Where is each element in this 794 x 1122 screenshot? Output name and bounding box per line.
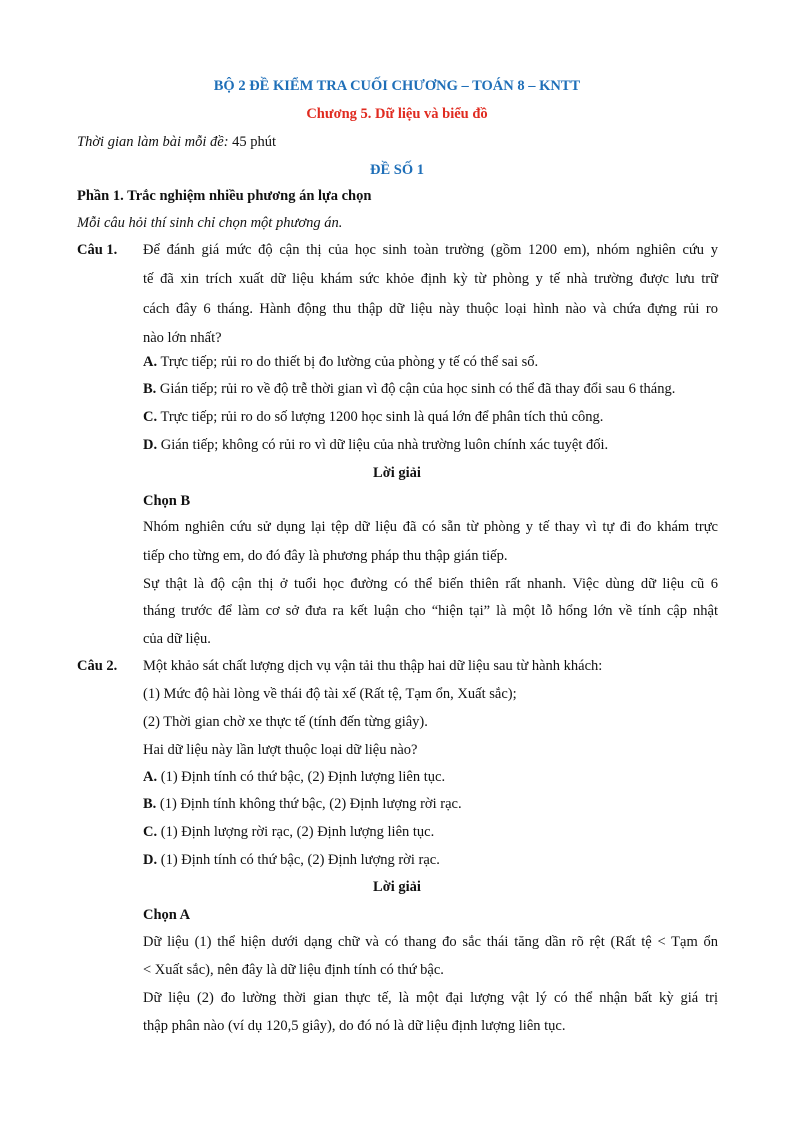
explanation-line: của dữ liệu. (143, 631, 211, 647)
document-title: BỘ 2 ĐỀ KIỂM TRA CUỐI CHƯƠNG – TOÁN 8 – KNTT (213, 78, 581, 94)
time-value: 45 phút (232, 134, 277, 150)
exam-label: ĐỀ SỐ 1 (370, 162, 424, 178)
option-text: (1) Định lượng rời rạc, (2) Định lượng liên tục. (157, 824, 435, 840)
answer-choice: Chọn A (143, 907, 191, 923)
explanation-line: tháng trước để làm cơ sở đưa ra kết luận cho “hiện tại” là một lỗ hổng lớn về tính cập nhật (143, 603, 718, 619)
time-info (77, 135, 276, 150)
question-2-option-d (143, 853, 440, 868)
explanation-line: Nhóm nghiên cứu sử dụng lại tệp dữ liệu đã có sẵn từ phòng y tế thay vì tự đi đo khám trực (143, 519, 718, 535)
option-text: Trực tiếp; rủi ro do thiết bị đo lường của phòng y tế có thể sai số. (157, 354, 539, 370)
question-1-line: nào lớn nhất? (143, 330, 222, 346)
option-letter: A. (143, 769, 158, 785)
question-2-label: Câu 2. (77, 658, 118, 674)
explanation-line: Dữ liệu (2) đo lường thời gian thực tế, là một đại lượng vật lý có thể nhận bất kỳ giá trị (143, 990, 718, 1006)
explanation-line: tiếp cho từng em, do đó đây là phương pháp thu thập gián tiếp. (143, 548, 508, 564)
option-text: (1) Định tính có thứ bậc, (2) Định lượng rời rạc. (157, 852, 440, 868)
explanation-line: Sự thật là độ cận thị ở tuổi học đường có thể biến thiên rất nhanh. Việc dùng dữ liệu cũ 6 (143, 576, 718, 592)
question-2-line: Một khảo sát chất lượng dịch vụ vận tải thu thập hai dữ liệu sau từ hành khách: (143, 658, 603, 674)
option-letter: D. (143, 852, 158, 868)
option-letter: C. (143, 824, 158, 840)
explanation-line: < Xuất sắc), nên đây là dữ liệu định tính có thứ bậc. (143, 962, 444, 978)
section-title: Phần 1. Trắc nghiệm nhiều phương án lựa chọn (77, 188, 372, 204)
explanation-line: Dữ liệu (1) thể hiện dưới dạng chữ và có thang đo sắc thái tăng dần rõ rệt (Rất tệ < Tạm ổn (143, 934, 718, 950)
question-1-option-b (143, 382, 675, 397)
option-letter: A. (143, 354, 158, 370)
question-1-line: Để đánh giá mức độ cận thị của học sinh toàn trường (gồm 1200 em), nhóm nghiên cứu y (143, 242, 718, 258)
question-1-line: tế đã xin trích xuất dữ liệu khám sức khỏe định kỳ từ phòng y tế nhà trường được lưu trữ (143, 271, 718, 287)
question-2-line: Hai dữ liệu này lần lượt thuộc loại dữ liệu nào? (143, 742, 418, 758)
question-1-line: cách đây 6 tháng. Hành động thu thập dữ liệu này thuộc loại hình nào và chứa đựng rủi ro (143, 301, 718, 317)
question-2-option-b (143, 797, 462, 812)
time-label: Thời gian làm bài mỗi đề: (77, 134, 229, 150)
option-text: (1) Định tính không thứ bậc, (2) Định lượng rời rạc. (156, 796, 462, 812)
question-2-option-a (143, 770, 445, 785)
option-letter: B. (143, 381, 157, 397)
option-text: Gián tiếp; rủi ro về độ trễ thời gian vì độ cận của học sinh có thể đã thay đổi sau 6 tháng. (156, 381, 676, 397)
question-1-label: Câu 1. (77, 242, 118, 258)
option-text: Trực tiếp; rủi ro do số lượng 1200 học sinh là quá lớn để phân tích thủ công. (157, 409, 604, 425)
question-2-line: (1) Mức độ hài lòng về thái độ tài xế (Rất tệ, Tạm ổn, Xuất sắc); (143, 686, 517, 702)
chapter-subtitle: Chương 5. Dữ liệu và biểu đồ (306, 106, 488, 122)
question-1-option-a (143, 355, 538, 370)
option-letter: B. (143, 796, 157, 812)
question-2-option-c (143, 825, 434, 840)
question-1-option-d (143, 438, 608, 453)
solution-heading: Lời giải (373, 465, 421, 481)
explanation-line: thập phân nào (ví dụ 120,5 giây), do đó nó là dữ liệu định lượng liên tục. (143, 1018, 566, 1034)
section-note: Mỗi câu hỏi thí sinh chỉ chọn một phương án. (77, 215, 343, 231)
option-letter: C. (143, 409, 158, 425)
question-2-line: (2) Thời gian chờ xe thực tế (tính đến từng giây). (143, 714, 428, 730)
option-text: Gián tiếp; không có rủi ro vì dữ liệu của nhà trường luôn chính xác tuyệt đối. (157, 437, 609, 453)
answer-choice: Chọn B (143, 493, 191, 509)
option-text: (1) Định tính có thứ bậc, (2) Định lượng liên tục. (157, 769, 446, 785)
question-1-option-c (143, 410, 603, 425)
solution-heading: Lời giải (373, 879, 421, 895)
option-letter: D. (143, 437, 158, 453)
